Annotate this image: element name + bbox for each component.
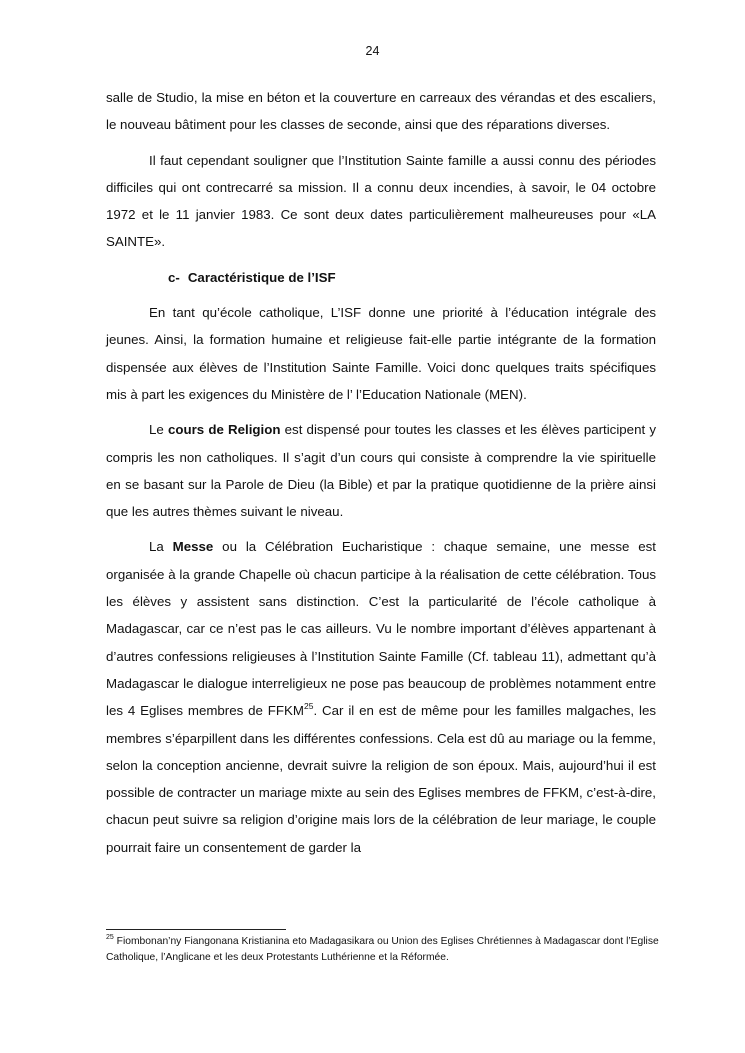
page-number: 24 bbox=[365, 44, 380, 58]
section-heading bbox=[106, 264, 656, 291]
paragraph-4-rest: est dispensé pour toutes les classes et les élèves participent y compris les non catholiques. Il s’agit d’un cours qui consiste à comprendre la vie spirituelle en se basant sur la Parole de Dieu (la Bible) et par la pratique quotidienne de la prière ainsi que les autres thèmes suivant le niveau. bbox=[106, 422, 656, 520]
footnote-reference: 25 bbox=[304, 700, 314, 711]
paragraph-5 bbox=[106, 533, 656, 861]
footnote-divider bbox=[106, 929, 286, 930]
mass-term: Messe bbox=[172, 539, 214, 555]
footnote bbox=[106, 934, 666, 965]
paragraph-5-part2: . Car il en est de même pour les familles malgaches, les membres s’éparpillent dans les différentes confessions. Cela est dû au mariage ou la femme, selon la conception ancienne, devrait suivre la religion de son époux. Mais, aujourd’hui il est possible de contracter un mariage mixte au sein des Eglises membres de FFKM, c’est-à-dire, chacun peut suivre sa religion d’origine mais lors de la célébration de leur mariage, le couple pourrait faire un consentement de garder la bbox=[106, 703, 656, 855]
paragraph-2: Il faut cependant souligner que l’Institution Sainte famille a aussi connu des périodes difficiles qui ont contrecarré sa mission. Il a connu deux incendies, à savoir, le 04 octobre 1972 et le 11 janvier 1983. Ce sont deux dates particulièrement malheureuses pour «LA SAINTE». bbox=[106, 152, 656, 250]
paragraph-4-lead: Le bbox=[149, 422, 168, 438]
section-title: Caractéristique de l’ISF bbox=[187, 269, 336, 285]
footnote-text: Fiombonan’ny Fiangonana Kristianina eto Madagasikara ou Union des Eglises Chrétiennes à Madagascar dont l’Eglise Catholique, l’Anglicane et les deux Protestants Luthérienne et la Réformée. bbox=[106, 936, 659, 963]
paragraph-4 bbox=[106, 416, 656, 525]
paragraph-1: salle de Studio, la mise en béton et la couverture en carreaux des vérandas et des escaliers, le nouveau bâtiment pour les classes de seconde, ainsi que des réparations diverses. bbox=[106, 90, 656, 133]
paragraph-5-lead: La bbox=[149, 539, 173, 555]
body-text bbox=[106, 84, 656, 861]
paragraph-3: En tant qu’école catholique, L’ISF donne une priorité à l’éducation intégrale des jeunes. Ainsi, la formation humaine et religieuse fait-elle partie intégrante de la formation dispensée aux élèves de l’Institution Sainte Famille. Voici donc quelques traits spécifiques mis à part les exigences du Ministère de l’ l’Education Nationale (MEN). bbox=[106, 305, 656, 402]
paragraph-5-part1: ou la Célébration Eucharistique : chaque semaine, une messe est organisée à la grande Chapelle où chacun participe à la réalisation de cette célébration. Tous les élèves y assistent sans distinction. C’est la particularité de l’école catholique à Madagascar, car ce n’est pas le cas ailleurs. Vu le nombre important d’élèves appartenant à d’autres confessions religieuses à l’Institution Sainte Famille (Cf. tableau 11), admettant qu’à Madagascar le dialogue interreligieux ne pose pas beaucoup de problèmes notamment entre les 4 Eglises membres de FFKM bbox=[106, 539, 656, 719]
section-letter: c- bbox=[168, 269, 180, 285]
footnote-number: 25 bbox=[106, 933, 114, 941]
religion-course-term: cours de Religion bbox=[167, 422, 281, 438]
